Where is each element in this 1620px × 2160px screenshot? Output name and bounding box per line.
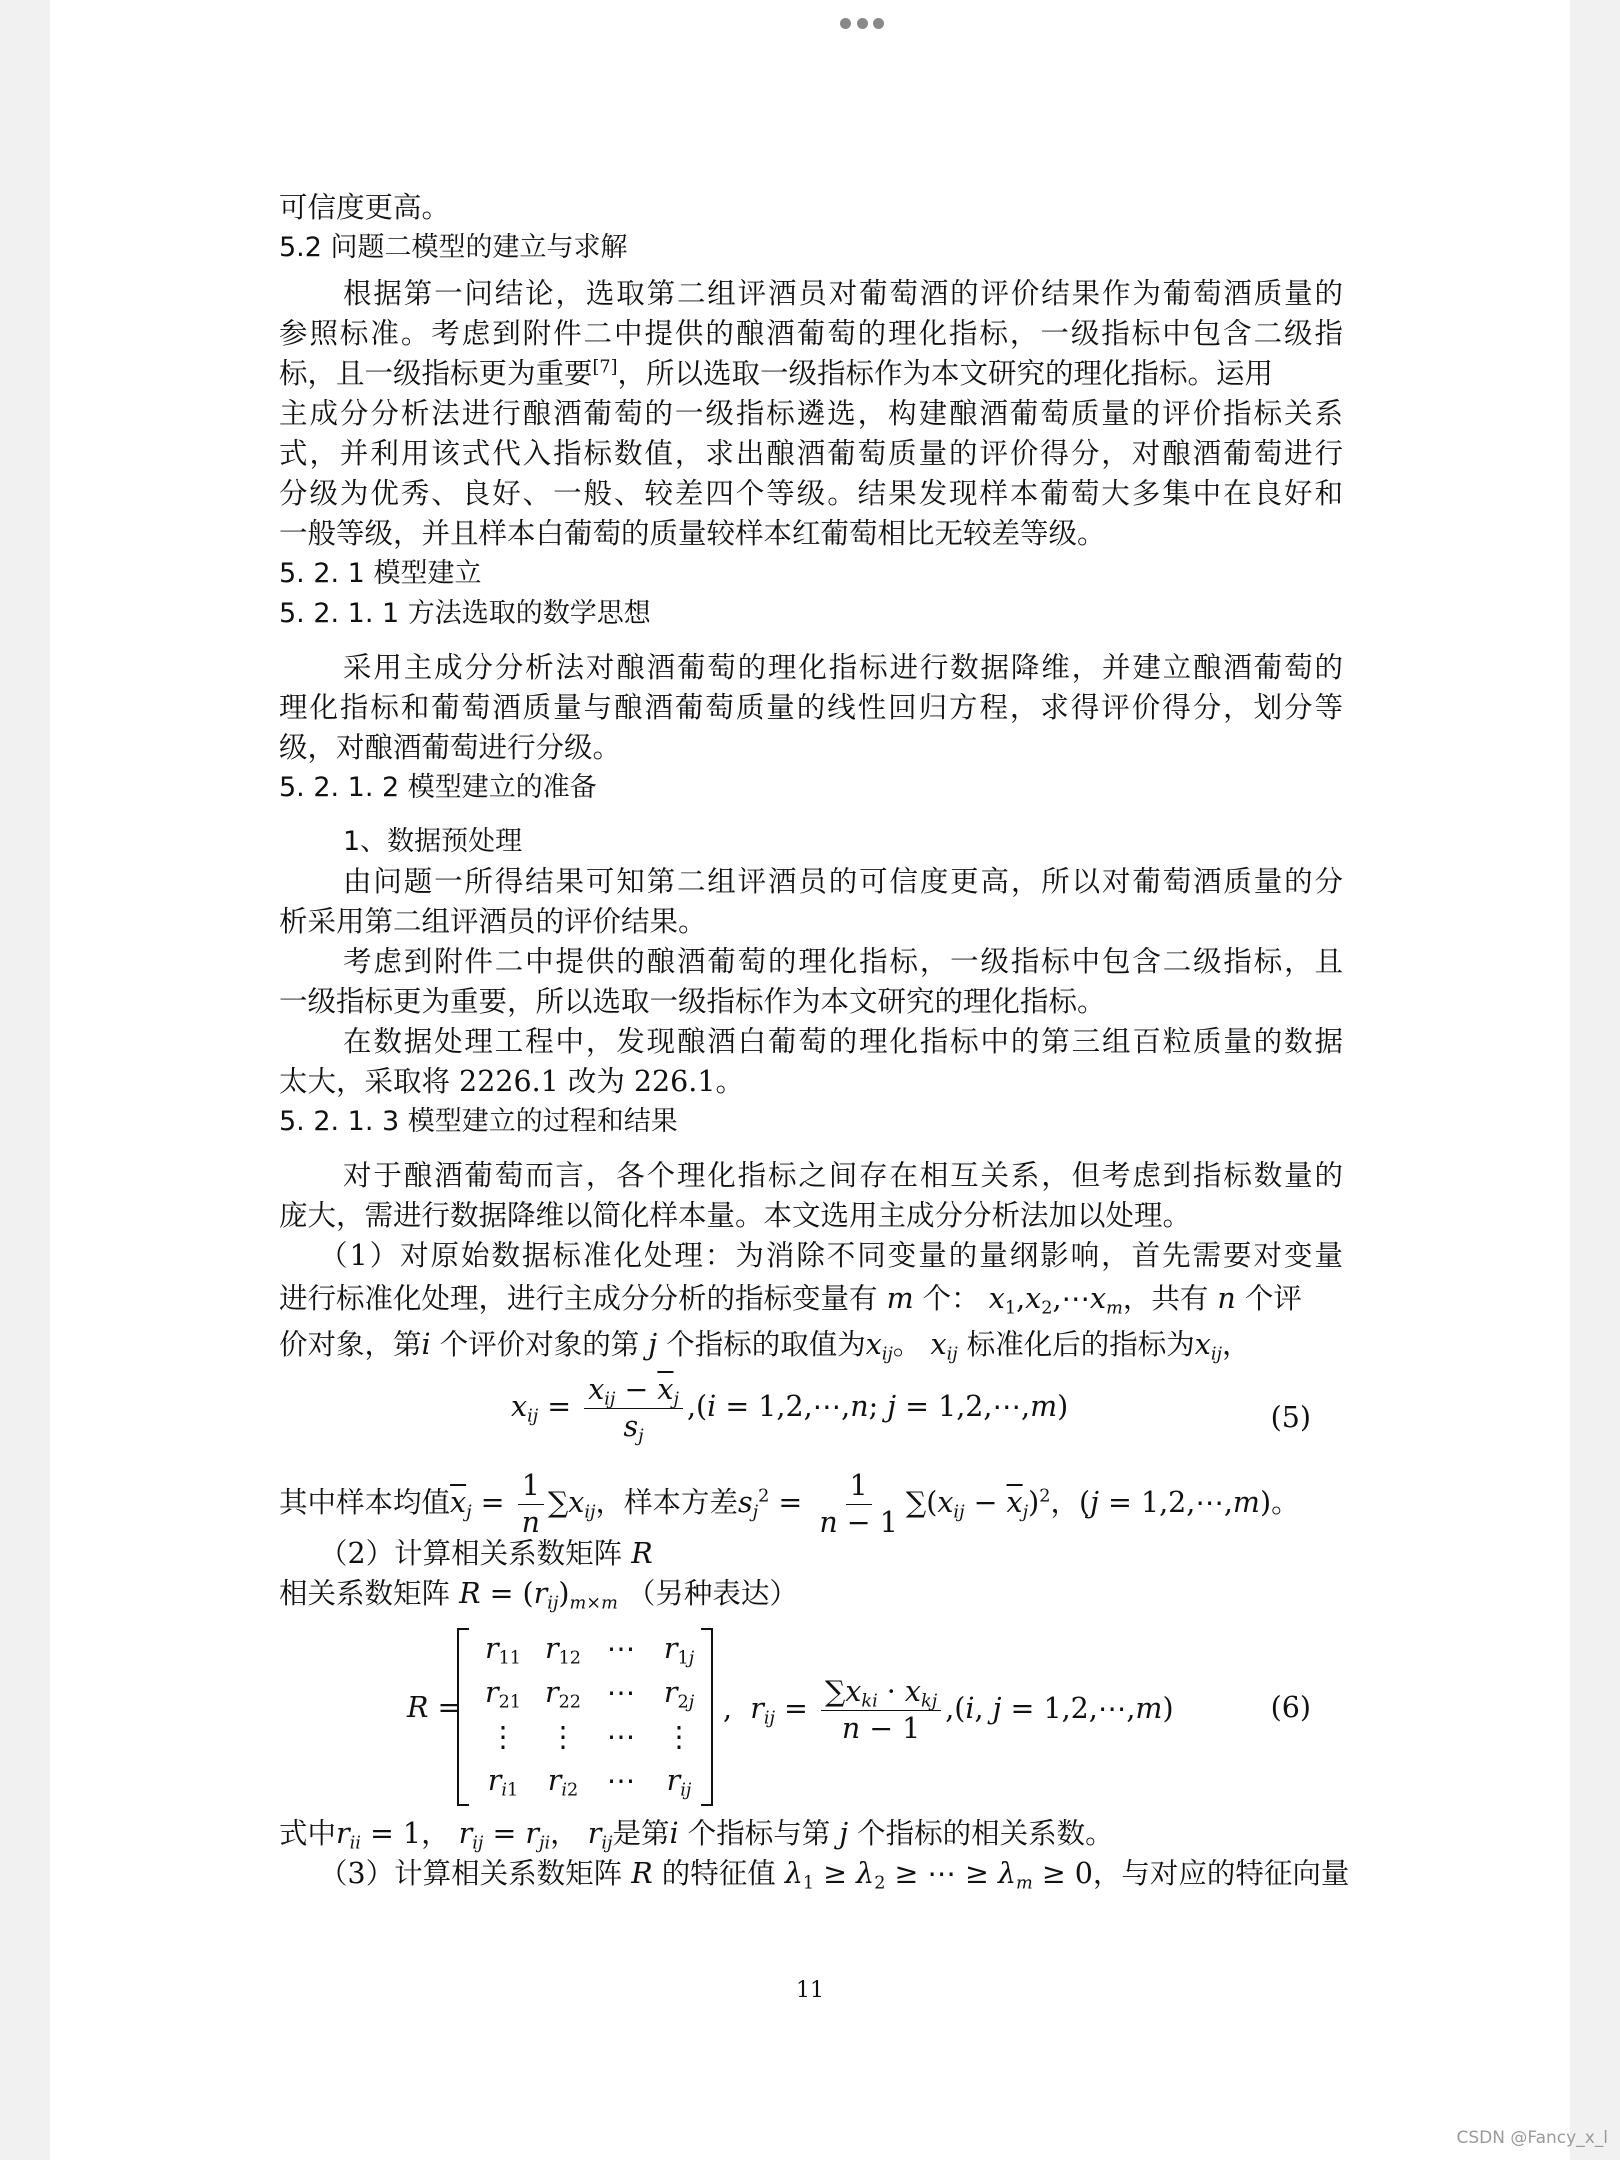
watermark: CSDN @Fancy_x_l bbox=[1456, 2128, 1608, 2148]
page-number: 11 bbox=[796, 1978, 824, 2003]
paragraph-line: 相关系数矩阵 $R = (r_{ij})_{m\times m}$ （另种表达） bbox=[279, 1577, 798, 1614]
paragraph-line: 分级为优秀、良好、一般、较差四个等级。结果发现样本葡萄大多集中在良好和 bbox=[279, 477, 1343, 510]
item-heading: 1、数据预处理 bbox=[343, 826, 523, 857]
paragraph-line: 考虑到附件二中提供的酿酒葡萄的理化指标，一级指标中包含二级指标，且 bbox=[343, 945, 1343, 978]
paragraph-line: 对于酿酒葡萄而言，各个理化指标之间存在相互关系，但考虑到指标数量的 bbox=[343, 1159, 1343, 1192]
subsection-heading: 5. 2. 1. 3 模型建立的过程和结果 bbox=[279, 1106, 678, 1137]
paragraph-line: 参照标准。考虑到附件二中提供的酿酒葡萄的理化指标，一级指标中包含二级指 bbox=[279, 317, 1343, 350]
equation-5: $x_{ij}$ = $\frac{x_{ij} - \overline{x}_j}{s_j}$ ,(i = 1,2,⋯,n; j = 1,2,⋯,m) (5) bbox=[511, 1373, 1311, 1447]
paragraph-line: 其中样本均值$\overline{x}_j$ = $\frac{1}{n}$ $\sum x_{ij}$，样本方差$s_j^2$ = $\frac{1}{n - 1}$ $\sum(x_{ij} - \overline{x}_j)^2$，(j = 1,2,⋯,m)。 bbox=[279, 1469, 1300, 1539]
section-heading: 5.2 问题二模型的建立与求解 bbox=[279, 232, 628, 263]
paragraph-line: 太大，采取将 2226.1 改为 226.1。 bbox=[279, 1065, 744, 1098]
subsection-heading: 5. 2. 1 模型建立 bbox=[279, 558, 482, 589]
paragraph-line: 理化指标和葡萄酒质量与酿酒葡萄质量的线性回归方程，求得评价得分，划分等 bbox=[279, 691, 1343, 724]
paragraph-line: 价对象，第i 个评价对象的第 j 个指标的取值为$x_{ij}$。 $x_{ij}$ 标准化后的指标为$x_{ij}$， bbox=[279, 1328, 1251, 1365]
paragraph-line: （3）计算相关系数矩阵 R 的特征值 $\lambda_1 \ge \lambda_2$ ≥ ⋯ ≥ $\lambda_m \ge 0$，与对应的特征向量 bbox=[319, 1857, 1350, 1894]
paragraph-line: 可信度更高。 bbox=[279, 191, 451, 224]
equation-number: (6) bbox=[1270, 1691, 1311, 1724]
paragraph-line: 一般等级，并且样本白葡萄的质量较样本红葡萄相比无较差等级。 bbox=[279, 517, 1106, 550]
paragraph-line: 标，且一级指标更为重要[7]，所以选取一级指标作为本文研究的理化指标。运用 bbox=[279, 357, 1274, 390]
citation: [7] bbox=[592, 357, 618, 378]
paragraph-line: 式，并利用该式代入指标数值，求出酿酒葡萄质量的评价得分，对酿酒葡萄进行 bbox=[279, 437, 1343, 470]
subsection-heading: 5. 2. 1. 1 方法选取的数学思想 bbox=[279, 598, 651, 629]
paragraph-line: 根据第一问结论，选取第二组评酒员对葡萄酒的评价结果作为葡萄酒质量的 bbox=[343, 277, 1343, 310]
subsection-heading: 5. 2. 1. 2 模型建立的准备 bbox=[279, 772, 597, 803]
paragraph-line: 在数据处理工程中，发现酿酒白葡萄的理化指标中的第三组百粒质量的数据 bbox=[343, 1025, 1343, 1058]
paragraph-line: 进行标准化处理，进行主成分分析的指标变量有 m 个： $x_1,x_2,\cdots x_m$，共有 n 个评 bbox=[279, 1282, 1302, 1319]
paragraph-line: 庞大，需进行数据降维以简化样本量。本文选用主成分分析法加以处理。 bbox=[279, 1199, 1192, 1232]
paragraph-line: 级，对酿酒葡萄进行分级。 bbox=[279, 731, 622, 764]
paragraph-line: （1）对原始数据标准化处理：为消除不同变量的量纲影响，首先需要对变量 bbox=[319, 1239, 1343, 1272]
paragraph-line: 由问题一所得结果可知第二组评酒员的可信度更高，所以对葡萄酒质量的分 bbox=[343, 865, 1343, 898]
equation-number: (5) bbox=[1270, 1401, 1311, 1434]
paragraph-line: 析采用第二组评酒员的评价结果。 bbox=[279, 905, 707, 938]
more-options-icon[interactable] bbox=[840, 16, 884, 30]
equation-6: R = $r_{11}$ $r_{12}$ ⋯ $r_{1j}$ $r_{21}$ $r_{22}$ ⋯ $r_{2j}$ ⋮ ⋮ ⋯ ⋮ $r_{i1}$ $r_{i2}$ ⋯ $r_{ij}$ , $r_{ij}$ = $\frac{\sum x_{ki} \cdot x_{kj}}{n - 1}$ ,(i, j = 1,2,⋯,m) (6) bbox=[279, 1620, 1343, 1810]
paragraph-line: 主成分分析法进行酿酒葡萄的一级指标遴选，构建酿酒葡萄质量的评价指标关系 bbox=[279, 397, 1343, 430]
page-content bbox=[279, 188, 1350, 1894]
paragraph-line: 一级指标更为重要，所以选取一级指标作为本文研究的理化指标。 bbox=[279, 985, 1106, 1018]
paragraph-line: 式中$r_{ii} = 1$， $r_{ij} = r_{ji}$， $r_{ij}$是第i 个指标与第 j 个指标的相关系数。 bbox=[279, 1817, 1114, 1854]
paragraph-line: 采用主成分分析法对酿酒葡萄的理化指标进行数据降维，并建立酿酒葡萄的 bbox=[343, 651, 1343, 684]
paragraph-line: （2）计算相关系数矩阵 R bbox=[319, 1537, 653, 1570]
